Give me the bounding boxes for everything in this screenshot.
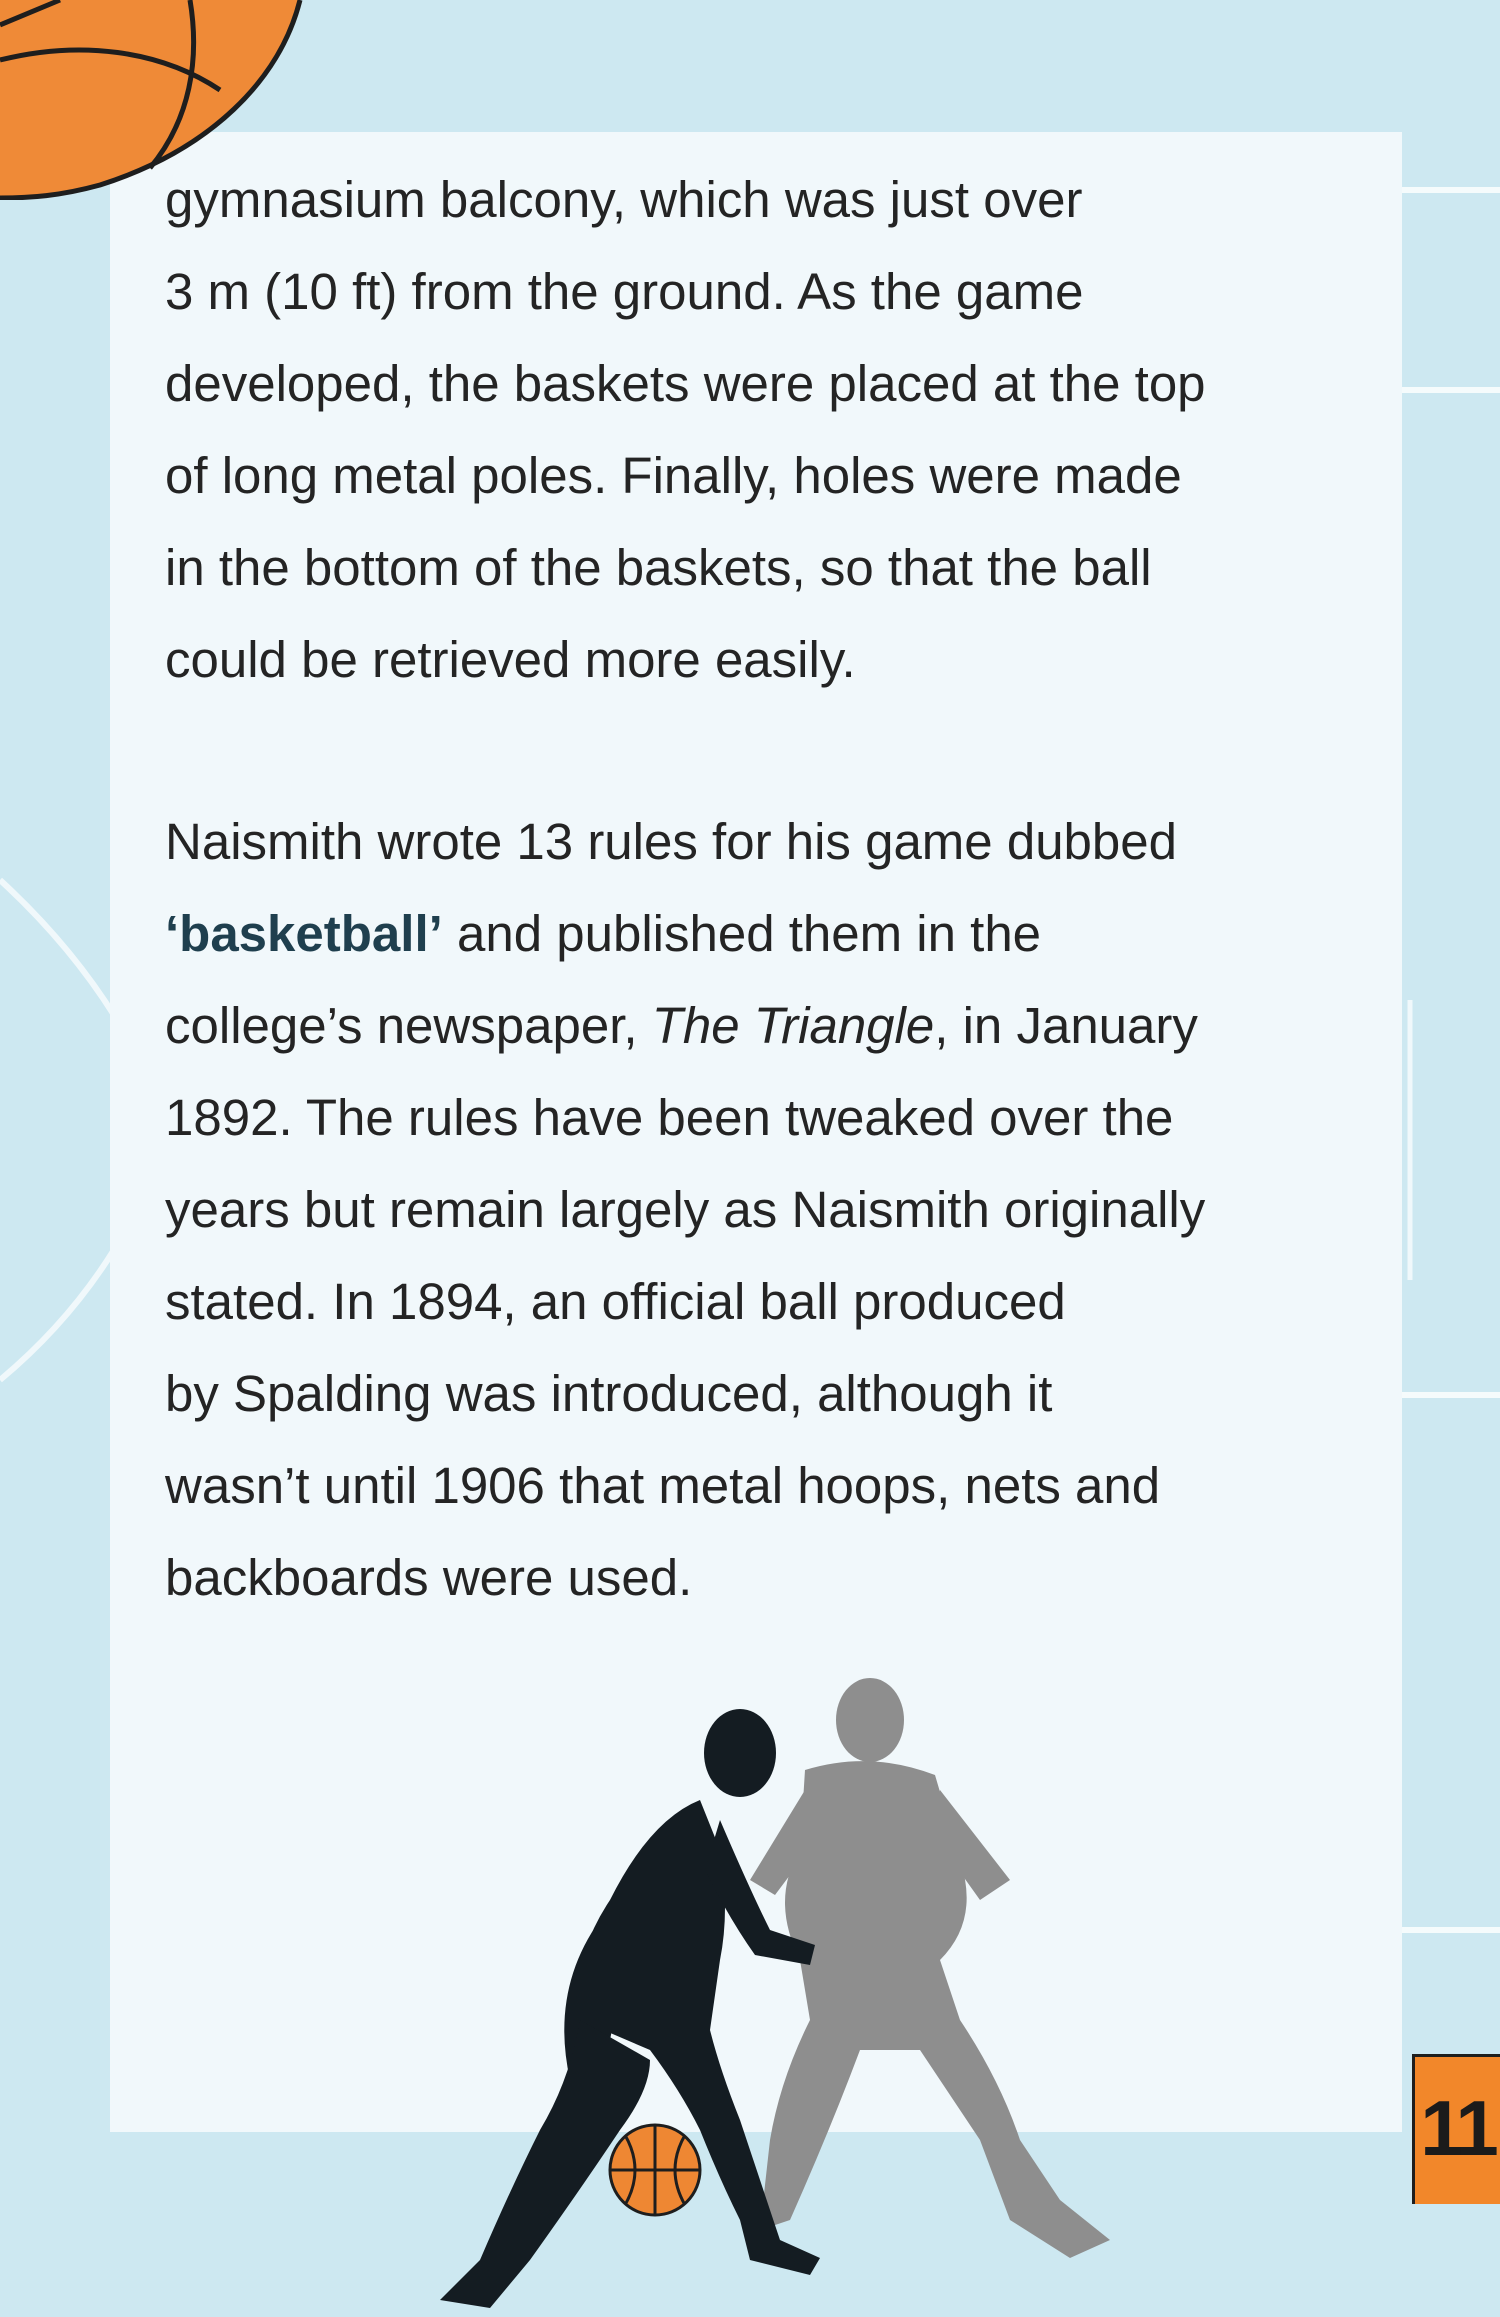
paragraph-2-line: wasn’t until 1906 that metal hoops, nets and — [165, 1457, 1161, 1514]
line-text: college’s newspaper, — [165, 997, 652, 1054]
paragraph-1-line: gymnasium balcony, which was just over — [165, 171, 1083, 228]
ball-icon — [610, 2125, 700, 2215]
paragraph-2-line: 1892. The rules have been tweaked over the — [165, 1089, 1174, 1146]
paragraph-2-line — [165, 888, 1405, 980]
paragraph-1-line: developed, the baskets were placed at the top — [165, 355, 1206, 412]
paragraph-2 — [165, 796, 1405, 1624]
paragraph-1-line: 3 m (10 ft) from the ground. As the game — [165, 263, 1084, 320]
page-number: 11 — [1420, 2084, 1495, 2172]
line-text: , in January — [934, 997, 1198, 1054]
paragraph-1 — [165, 154, 1405, 706]
line-text: and published them in the — [442, 905, 1042, 962]
paragraph-1-line: of long metal poles. Finally, holes were made — [165, 447, 1182, 504]
keyword-basketball: ‘basketball’ — [165, 905, 443, 962]
page-number-badge — [1412, 2054, 1500, 2204]
dribbler-silhouette — [440, 1709, 820, 2308]
paragraph-1-line: in the bottom of the baskets, so that the ball — [165, 539, 1152, 596]
paragraph-2-line: years but remain largely as Naismith originally — [165, 1181, 1206, 1238]
paragraph-2-line: stated. In 1894, an official ball produced — [165, 1273, 1066, 1330]
paragraph-2-line: by Spalding was introduced, although it — [165, 1365, 1053, 1422]
players-silhouette — [420, 1660, 1140, 2317]
defender-silhouette — [750, 1678, 1110, 2258]
paragraph-1-line: could be retrieved more easily. — [165, 631, 856, 688]
paragraph-2-line — [165, 980, 1405, 1072]
paragraph-2-line: Naismith wrote 13 rules for his game dubbed — [165, 813, 1178, 870]
paragraph-2-line: backboards were used. — [165, 1549, 693, 1606]
newspaper-title: The Triangle — [651, 997, 935, 1054]
